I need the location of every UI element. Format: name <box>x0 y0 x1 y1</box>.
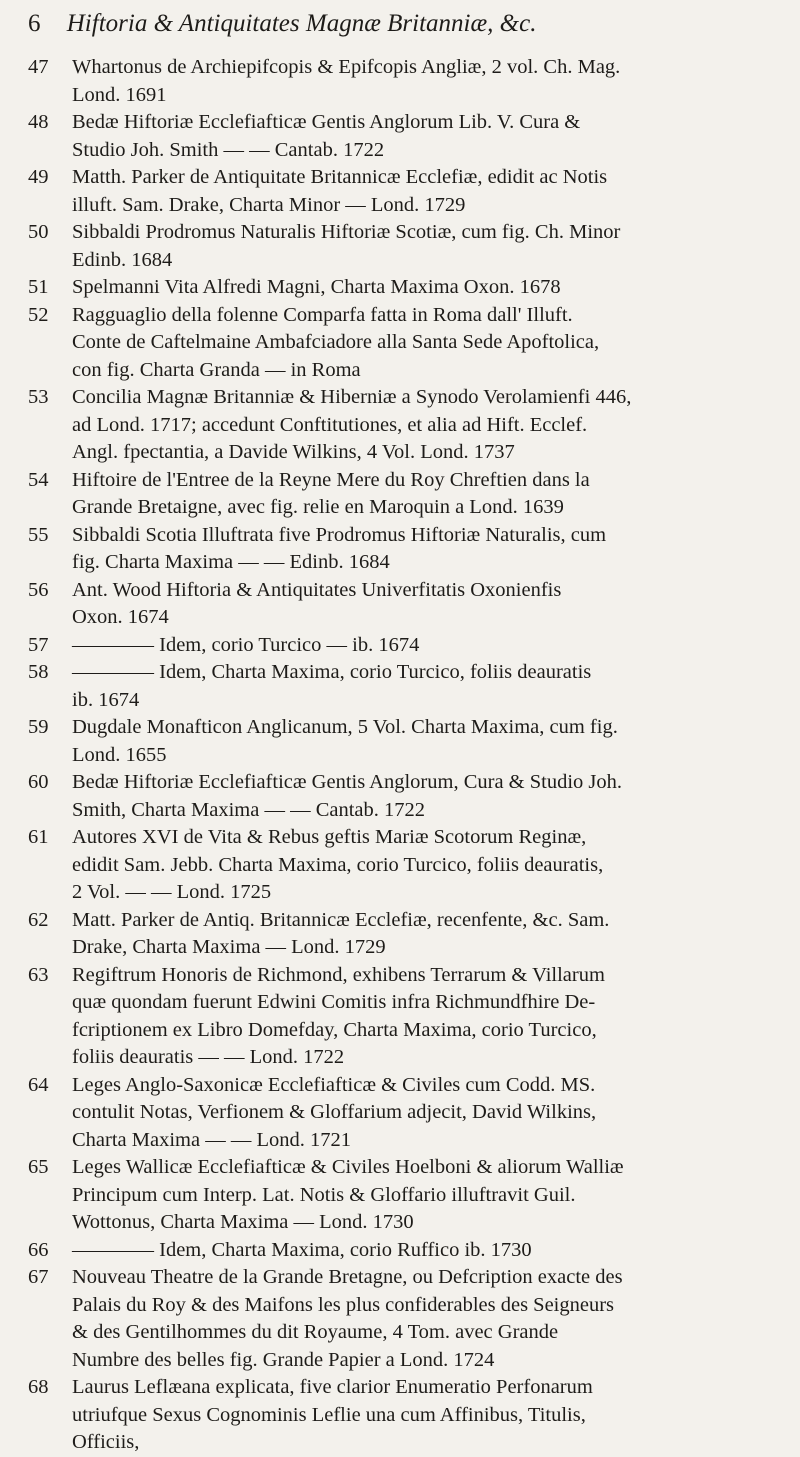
entry-line: Sibbaldi Scotia Illuftrata five Prodromus Hiftoriæ Naturalis, cum <box>72 523 607 546</box>
entry-line: ———— Idem, Charta Maxima, corio Turcico, foliis deauratis <box>72 661 592 683</box>
entry-line: Laurus Leflæana explicata, five clarior Enumeratio Perfonarum <box>72 1376 593 1398</box>
catalogue-entry <box>28 1264 780 1374</box>
entry-number: 68 <box>28 1376 49 1398</box>
entry-line: 2 Vol. — — Lond. 1725 <box>72 881 272 903</box>
entry-line: & des Gentilhommes du dit Royaume, 4 Tom. avec Grande <box>72 1321 559 1343</box>
catalogue-entry <box>28 824 780 907</box>
entry-line: Spelmanni Vita Alfredi Magni, Charta Maxima Oxon. 1678 <box>72 276 561 298</box>
catalogue-entry <box>28 962 780 1072</box>
entry-line: Officiis, <box>72 1431 140 1453</box>
entry-number: 62 <box>28 908 49 931</box>
entry-line: Ant. Wood Hiftoria & Antiquitates Univerfitatis Oxonienfis <box>72 578 562 601</box>
entry-number: 55 <box>28 523 49 546</box>
entry-number: 65 <box>28 1156 49 1178</box>
catalogue-entry <box>28 659 780 714</box>
entry-line: Studio Joh. Smith — — Cantab. 1722 <box>72 138 385 161</box>
entry-line: Angl. fpectantia, a Davide Wilkins, 4 Vol. Lond. 1737 <box>72 441 515 463</box>
catalogue-entry <box>28 907 780 962</box>
entry-line: Whartonus de Archiepifcopis & Epifcopis Angliæ, 2 vol. Ch. Mag. <box>72 56 621 78</box>
entry-line: contulit Notas, Verfionem & Gloffarium adjecit, David Wilkins, <box>72 1101 597 1123</box>
entry-line: Grande Bretaigne, avec fig. relie en Maroquin a Lond. 1639 <box>72 496 564 518</box>
entry-line: Drake, Charta Maxima — Lond. 1729 <box>72 936 386 958</box>
entry-number: 54 <box>28 468 49 491</box>
catalogue-entry <box>28 522 780 577</box>
entry-line: ———— Idem, Charta Maxima, corio Ruffico ib. 1730 <box>72 1238 532 1261</box>
catalogue-entry <box>28 219 780 274</box>
entry-line: ———— Idem, corio Turcico — ib. 1674 <box>72 633 420 656</box>
entry-number: 58 <box>28 661 49 683</box>
catalogue-entry <box>28 54 780 109</box>
entry-line: con fig. Charta Granda — in Roma <box>72 358 361 381</box>
entry-number: 50 <box>28 221 49 243</box>
entry-number: 67 <box>28 1266 49 1288</box>
entry-line: quæ quondam fuerunt Edwini Comitis infra Richmundfhire De- <box>72 991 596 1013</box>
catalogue-entry <box>28 632 780 660</box>
entry-line: Principum cum Interp. Lat. Notis & Gloffario illuftravit Guil. <box>72 1183 576 1206</box>
entry-line: edidit Sam. Jebb. Charta Maxima, corio Turcico, foliis deauratis, <box>72 853 604 876</box>
entry-line: Matt. Parker de Antiq. Britannicæ Ecclefiæ, recenfente, &c. Sam. <box>72 908 610 931</box>
catalogue-entry <box>28 109 780 164</box>
entry-number: 60 <box>28 771 49 793</box>
entry-line: Ragguaglio della folenne Comparfa fatta in Roma dall' Illuft. <box>72 303 573 326</box>
entry-line: Bedæ Hiftoriæ Ecclefiafticæ Gentis Anglorum Lib. V. Cura & <box>72 111 581 133</box>
entry-number: 63 <box>28 963 49 986</box>
entry-line: Numbre des belles fig. Grande Papier a Lond. 1724 <box>72 1348 495 1371</box>
catalogue-entry <box>28 467 780 522</box>
entry-line: Hiftoire de l'Entree de la Reyne Mere du Roy Chreftien dans la <box>72 468 590 491</box>
entry-line: Sibbaldi Prodromus Naturalis Hiftoriæ Scotiæ, cum fig. Ch. Minor <box>72 221 621 243</box>
catalogue-entry <box>28 384 780 467</box>
entry-number: 56 <box>28 578 49 601</box>
entry-number: 53 <box>28 386 49 408</box>
catalogue-entries <box>28 54 780 1457</box>
entry-line: Conte de Caftelmaine Ambafciadore alla Santa Sede Apoftolica, <box>72 331 600 353</box>
entry-line: Palais du Roy & des Maifons les plus confiderables des Seigneurs <box>72 1293 615 1316</box>
entry-line: Charta Maxima — — Lond. 1721 <box>72 1128 351 1151</box>
catalogue-entry <box>28 769 780 824</box>
catalogue-entry <box>28 1237 780 1265</box>
entry-line: Autores XVI de Vita & Rebus geftis Mariæ Scotorum Reginæ, <box>72 826 587 848</box>
entry-line: Edinb. 1684 <box>72 248 173 271</box>
page-number: 6 <box>28 10 41 37</box>
entry-line: Leges Anglo-Saxonicæ Ecclefiafticæ & Civiles cum Codd. MS. <box>72 1073 596 1096</box>
entry-line: utriufque Sexus Cognominis Leflie una cum Affinibus, Titulis, <box>72 1403 586 1426</box>
entry-number: 49 <box>28 166 49 188</box>
entry-line: Lond. 1691 <box>72 83 167 106</box>
catalogue-entry <box>28 274 780 302</box>
entry-line: Regiftrum Honoris de Richmond, exhibens Terrarum & Villarum <box>72 963 605 986</box>
entry-line: fig. Charta Maxima — — Edinb. 1684 <box>72 551 390 573</box>
catalogue-entry <box>28 577 780 632</box>
entry-line: Matth. Parker de Antiquitate Britannicæ Ecclefiæ, edidit ac Notis <box>72 166 608 188</box>
entry-line: foliis deauratis — — Lond. 1722 <box>72 1046 345 1068</box>
entry-line: fcriptionem ex Libro Domefday, Charta Maxima, corio Turcico, <box>72 1018 597 1041</box>
entry-number: 61 <box>28 826 49 848</box>
entry-number: 51 <box>28 276 49 298</box>
catalogue-entry <box>28 714 780 769</box>
page-header <box>28 10 788 46</box>
entry-line: ib. 1674 <box>72 688 140 711</box>
entry-line: Dugdale Monafticon Anglicanum, 5 Vol. Charta Maxima, cum fig. <box>72 716 618 738</box>
entry-line: Concilia Magnæ Britanniæ & Hiberniæ a Synodo Verolamienfi 446, <box>72 386 632 408</box>
entry-line: Smith, Charta Maxima — — Cantab. 1722 <box>72 798 426 821</box>
catalogue-entry <box>28 1072 780 1155</box>
entry-number: 59 <box>28 716 49 738</box>
entry-line: ad Lond. 1717; accedunt Conftitutiones, et alia ad Hift. Ecclef. <box>72 413 588 436</box>
entry-line: Lond. 1655 <box>72 743 167 766</box>
entry-line: Oxon. 1674 <box>72 606 169 628</box>
entry-number: 66 <box>28 1238 49 1261</box>
catalogue-entry <box>28 1374 780 1457</box>
catalogue-entry <box>28 302 780 385</box>
entry-number: 64 <box>28 1073 49 1096</box>
entry-line: Wottonus, Charta Maxima — Lond. 1730 <box>72 1211 414 1233</box>
entry-number: 57 <box>28 633 49 656</box>
entry-line: Nouveau Theatre de la Grande Bretagne, ou Defcription exacte des <box>72 1266 623 1288</box>
entry-line: Bedæ Hiftoriæ Ecclefiafticæ Gentis Anglorum, Cura & Studio Joh. <box>72 771 623 793</box>
entry-number: 52 <box>28 303 49 326</box>
running-title: Hiftoria & Antiquitates Magnæ Britanniæ, &c. <box>66 10 537 37</box>
entry-line: Leges Wallicæ Ecclefiafticæ & Civiles Hoelboni & aliorum Walliæ <box>72 1156 624 1178</box>
entry-line: illuft. Sam. Drake, Charta Minor — Lond. 1729 <box>72 193 466 216</box>
catalogue-entry <box>28 1154 780 1237</box>
catalogue-entry <box>28 164 780 219</box>
entry-number: 48 <box>28 111 49 133</box>
entry-number: 47 <box>28 56 49 78</box>
